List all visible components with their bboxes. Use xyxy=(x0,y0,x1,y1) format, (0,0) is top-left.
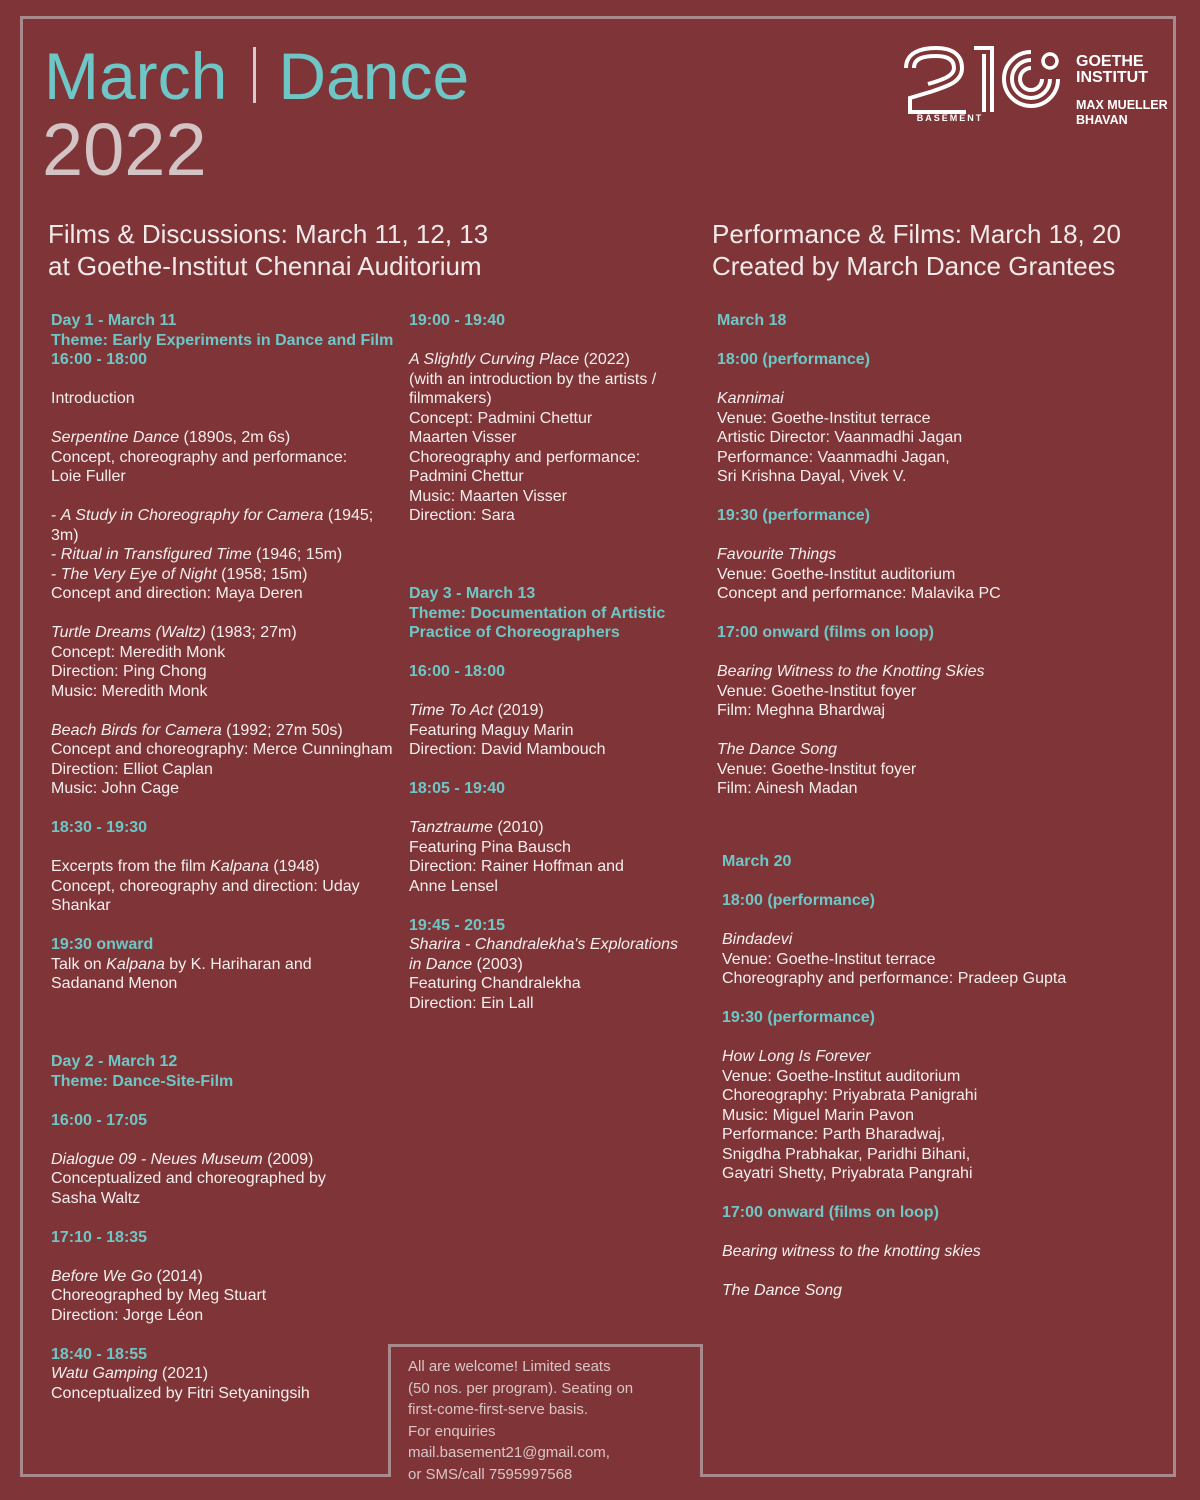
time-slot: 19:30 (performance) xyxy=(722,1009,875,1026)
list-item: - A Study in Choreography for Camera (1945; 3m) xyxy=(51,507,374,544)
time-slot: 18:05 - 19:40 xyxy=(409,780,506,797)
list-item: - The Very Eye of Night (1958; 15m) xyxy=(51,565,308,583)
list-item: Excerpts from the film Kalpana (1948) xyxy=(51,858,320,875)
time-slot: 19:00 - 19:40 xyxy=(409,312,506,329)
partner-logos xyxy=(900,46,1170,136)
time-slot: 16:00 - 17:05 xyxy=(51,1111,148,1129)
basement21-mark-icon xyxy=(900,46,998,114)
time-slot: 19:45 - 20:15 xyxy=(409,916,506,934)
list-item: A Slightly Curving Place (2022) xyxy=(409,351,630,368)
theme-heading: Practice of Choreographers xyxy=(409,624,620,641)
performance-films-heading: Performance & Films: March 18, 20 Created by March Dance Grantees xyxy=(712,219,1121,281)
list-item: Bearing Witness to the Knotting Skies xyxy=(717,663,985,680)
list-item: Watu Gamping (2021) xyxy=(51,1365,209,1382)
list-item: - Ritual in Transfigured Time (1946; 15m) xyxy=(51,546,343,563)
time-slot: 19:30 onward xyxy=(51,936,154,953)
list-item: Tanztraume (2010) xyxy=(409,819,544,836)
time-slot: 17:00 onward (films on loop) xyxy=(722,1204,939,1221)
time-slot: 16:00 - 18:00 xyxy=(409,663,506,680)
date-heading: March 20 xyxy=(722,853,792,870)
list-item: Introduction xyxy=(51,390,135,407)
list-item: Bindadevi xyxy=(722,931,793,948)
schedule-column-day-3: 19:00 - 19:40 A Slightly Curving Place (2022) (with an introduction by the artists / filmmakers) Concept: Padmini Chettur Maarten Visser Choreography and performance: Padmini Chettur Music: Maarten Visser Direction: Sara Day 3 - March 13 Theme: Documentation of Artistic Practice of Choreographers 16:00 - 18:00 Time To Act (2019) Featuring Maguy Marin Direction: David Mambouch 18:05 - 19:40 Tanztraume (2010) Featuring Pina Bausch Direction: Rainer Hoffman and Anne Lensel 19:45 - 20:15 Sharira - Chandralekha's Explorations in Dance (2003) Featuring Chandralekha Direction: Ein Lall xyxy=(409,311,699,1013)
day-heading: Day 1 - March 11 xyxy=(51,312,177,329)
page-title xyxy=(44,38,469,114)
list-item: Turtle Dreams (Waltz) (1983; 27m) xyxy=(51,624,297,641)
list-item: Bearing witness to the knotting skies xyxy=(722,1243,981,1260)
list-item: The Dance Song xyxy=(717,741,838,758)
list-item: Sharira - Chandralekha's Explorations xyxy=(409,936,678,953)
list-item: Before We Go (2014) xyxy=(51,1267,203,1285)
goethe-institut-label: GOETHE INSTITUT xyxy=(1076,53,1148,86)
day-heading: Day 2 - March 12 xyxy=(51,1053,178,1070)
basement-label: BASEMENT xyxy=(916,113,984,123)
grantee-schedule-column: March 18 18:00 (performance) Kannimai Venue: Goethe-Institut terrace Artistic Director: Vaanmadhi Jagan Performance: Vaanmadhi Jagan, Sri Krishna Dayal, Vivek V. 19:30 (performance) Favourite Things Venue: Goethe-Institut auditorium Concept and performance: Malavika PC 17:00 onward (films on loop) Bearing Witness to the Knotting Skies Venue: Goethe-Institut foyer Film: Meghna Bhardwaj The Dance Song Venue: Goethe-Institut foyer Film: Ainesh Madan xyxy=(717,311,1137,799)
list-item: Serpentine Dance (1890s, 2m 6s) xyxy=(51,429,291,446)
theme-heading: Theme: Documentation of Artistic xyxy=(409,604,666,622)
frame-bottom-right xyxy=(700,1474,1176,1477)
time-slot: 18:40 - 18:55 xyxy=(51,1345,148,1363)
list-item: Beach Birds for Camera (1992; 27m 50s) xyxy=(51,721,343,739)
enquiry-notice: All are welcome! Limited seats (50 nos. per program). Seating on first-come-first-serve basis. For enquiries mail.basement21@gmail.com, or SMS/call 7595997568 xyxy=(408,1358,634,1483)
basement21-logo xyxy=(900,46,998,128)
frame-bottom-left xyxy=(20,1474,391,1477)
time-slot: 19:30 (performance) xyxy=(717,507,870,524)
time-slot: 18:00 (performance) xyxy=(722,892,875,909)
time-slot: 17:00 onward (films on loop) xyxy=(717,624,934,641)
svg-text:21: 21 xyxy=(900,46,902,47)
time-slot: 18:30 - 19:30 xyxy=(51,819,148,836)
title-separator xyxy=(253,47,256,103)
title-word: Dance xyxy=(278,39,470,113)
title-year: 2022 xyxy=(42,108,207,191)
theme-heading: Theme: Dance-Site-Film xyxy=(51,1072,234,1090)
list-item: Talk on Kalpana by K. Hariharan and xyxy=(51,955,312,973)
day-heading: Day 3 - March 13 xyxy=(409,585,536,602)
list-item: Favourite Things xyxy=(717,546,837,563)
goethe-institut-mark-icon xyxy=(1000,48,1062,110)
max-mueller-bhavan-label: MAX MUELLER BHAVAN xyxy=(1076,98,1168,127)
list-item: How Long Is Forever xyxy=(722,1048,871,1065)
films-discussions-heading: Films & Discussions: March 11, 12, 13 at Goethe-Institut Chennai Auditorium xyxy=(48,219,489,281)
list-item: Time To Act (2019) xyxy=(409,702,544,719)
time-slot: 17:10 - 18:35 xyxy=(51,1228,148,1246)
list-item: The Dance Song xyxy=(722,1282,843,1299)
list-item: Dialogue 09 - Neues Museum (2009) xyxy=(51,1150,314,1168)
time-slot: 18:00 (performance) xyxy=(717,351,870,368)
time-slot: 16:00 - 18:00 xyxy=(51,351,148,368)
title-month: March xyxy=(44,39,228,113)
schedule-column-days-1-2: Day 1 - March 11 Theme: Early Experiments in Dance and Film 16:00 - 18:00 Introduction Serpentine Dance (1890s, 2m 6s) Concept, choreography and performance: Loie Fuller - A Study in Choreography for Camera (1945; 3m) - Ritual in Transfigured Time (1946; 15m) - The Very Eye of Night (1958; 15m) Concept and direction: Maya Deren Turtle Dreams (Waltz) (1983; 27m) Concept: Meredith Monk Direction: Ping Chong Music: Meredith Monk Beach Birds for Camera (1992; 27m 50s) Concept and choreography: Merce Cunningham Direction: Elliot Caplan Music: John Cage 18:30 - 19:30 Excerpts from the film Kalpana (1948) Concept, choreography and direction: Uday Shankar 19:30 onward Talk on Kalpana by K. Hariharan and Sadanand Menon Day 2 - March 12 Theme: Dance-Site-Film 16:00 - 17:05 Dialogue 09 - Neues Museum (2009) Conceptualized and choreographed by Sasha Waltz 17:10 - 18:35 Before We Go (2014) Choreographed by Meg Stuart Direction: Jorge Léon 18:40 - 18:55 Watu Gamping (2021) Conceptualized by Fitri Setyaningsih xyxy=(51,311,401,1403)
theme-heading: Theme: Early Experiments in Dance and Film xyxy=(51,331,394,349)
list-item: Kannimai xyxy=(717,390,784,407)
march-20-schedule: March 20 18:00 (performance) Bindadevi Venue: Goethe-Institut terrace Choreography and performance: Pradeep Gupta 19:30 (performance) How Long Is Forever Venue: Goethe-Institut auditorium Choreography: Priyabrata Panigrahi Music: Miguel Marin Pavon Performance: Parth Bharadwaj, Snigdha Prabhakar, Paridhi Bihani, Gayatri Shetty, Priyabrata Pangrahi 17:00 onward (films on loop) Bearing witness to the knotting skies The Dance Song xyxy=(722,852,1142,1301)
date-heading: March 18 xyxy=(717,312,787,329)
